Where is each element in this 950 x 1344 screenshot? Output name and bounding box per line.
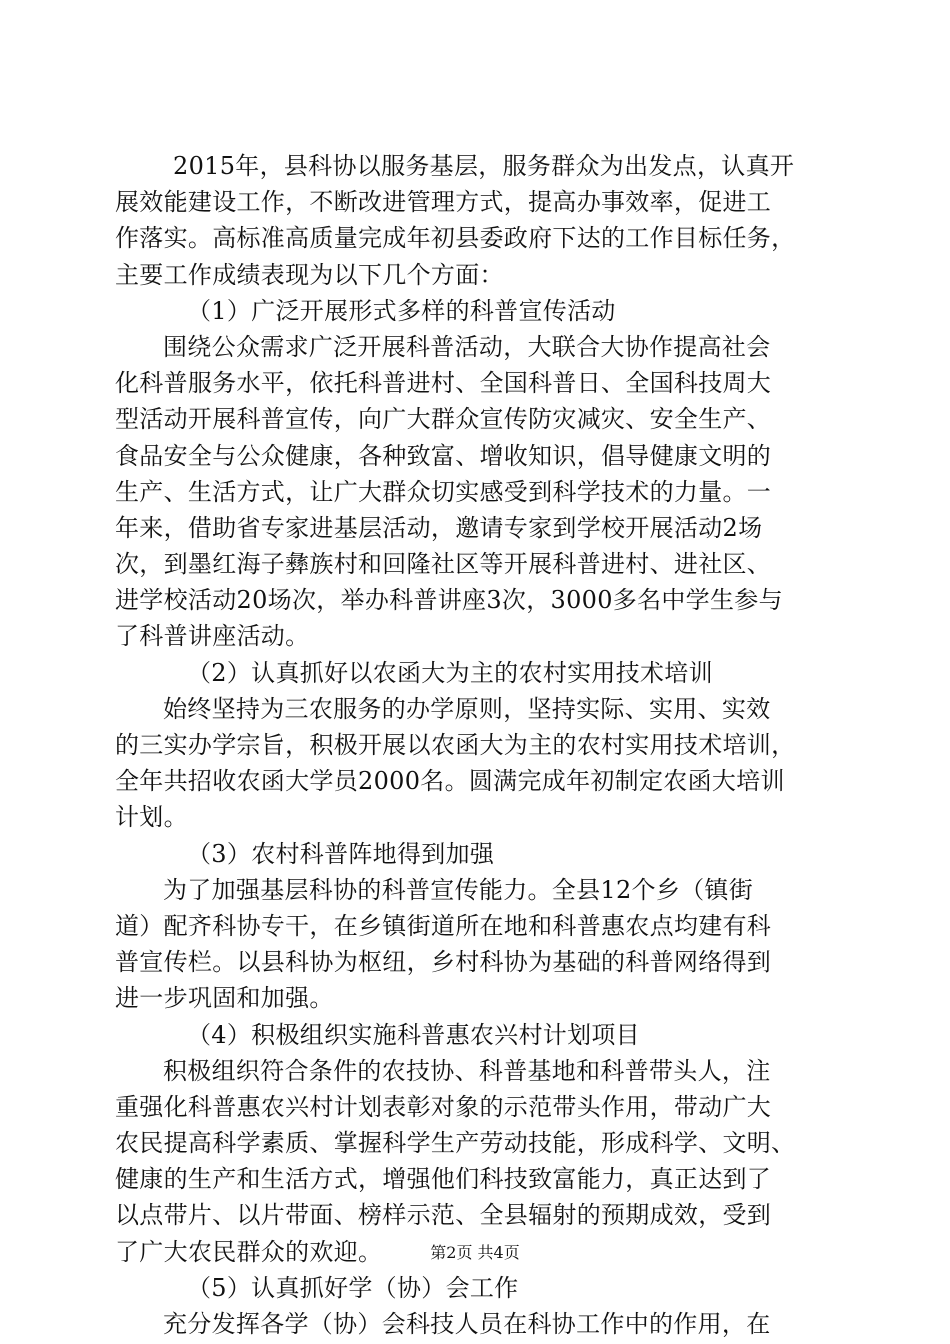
paragraph-line: 普宣传栏。以县科协为枢纽，乡村科协为基础的科普网络得到 — [115, 948, 772, 977]
section-heading: （1）广泛开展形式多样的科普宣传活动 — [187, 296, 616, 325]
document-body — [115, 148, 855, 1342]
paragraph-line: 生产、生活方式，让广大群众切实感受到科学技术的力量。一 — [115, 477, 772, 506]
paragraph-line: 食品安全与公众健康，各种致富、增收知识，倡导健康文明的 — [115, 441, 772, 470]
paragraph-line: 健康的生产和生活方式，增强他们科技致富能力，真正达到了 — [115, 1165, 772, 1194]
paragraph-line: 农民提高科学素质、掌握科学生产劳动技能，形成科学、文明、 — [115, 1129, 796, 1158]
paragraph-line: 的三实办学宗旨，积极开展以农函大为主的农村实用技术培训， — [115, 731, 796, 759]
paragraph-line: 作落实。高标准高质量完成年初县委政府下达的工作目标任务， — [115, 224, 796, 253]
paragraph-line: 计划。 — [115, 803, 188, 832]
paragraph-line: 以点带片、以片带面、榜样示范、全县辐射的预期成效，受到 — [115, 1201, 772, 1230]
paragraph-line: 年来，借助省专家进基层活动，邀请专家到学校开展活动2场 — [115, 513, 763, 542]
paragraph-line: 积极组织符合条件的农技协、科普基地和科普带头人，注 — [163, 1056, 771, 1085]
paragraph-line: 充分发挥各学（协）会科技人员在科协工作中的作用，在 — [163, 1310, 771, 1338]
section-heading: （3）农村科普阵地得到加强 — [187, 839, 495, 868]
paragraph-line: 化科普服务水平，依托科普进村、全国科普日、全国科技周大 — [115, 369, 772, 398]
paragraph-line: 为了加强基层科协的科普宣传能力。全县12个乡（镇街 — [163, 875, 754, 904]
paragraph-line: 围绕公众需求广泛开展科普活动，大联合大协作提高社会 — [163, 332, 771, 361]
paragraph-line: 展效能建设工作，不断改进管理方式，提高办事效率，促进工 — [115, 188, 772, 217]
paragraph-line: 道）配齐科协专干，在乡镇街道所在地和科普惠农点均建有科 — [115, 911, 772, 940]
paragraph-line: 型活动开展科普宣传，向广大群众宣传防灾减灾、安全生产、 — [115, 405, 772, 434]
section-heading: （2）认真抓好以农函大为主的农村实用技术培训 — [187, 658, 713, 687]
paragraph-line: 次，到墨红海子彝族村和回隆社区等开展科普进村、进社区、 — [115, 550, 772, 579]
paragraph-line: 始终坚持为三农服务的办学原则，坚持实际、实用、实效 — [163, 694, 771, 723]
paragraph-line: 了科普讲座活动。 — [115, 622, 310, 651]
paragraph-line: 主要工作成绩表现为以下几个方面： — [115, 260, 504, 289]
paragraph-line: 2015年，县科协以服务基层，服务群众为出发点，认真开 — [173, 152, 795, 180]
paragraph-line: 重强化科普惠农兴村计划表彰对象的示范带头作用，带动广大 — [115, 1092, 772, 1121]
section-heading: （4）积极组织实施科普惠农兴村计划项目 — [187, 1020, 640, 1049]
paragraph-line: 全年共招收农函大学员2000名。圆满完成年初制定农函大培训 — [115, 767, 785, 796]
paragraph-line: 进学校活动20场次，举办科普讲座3次，3000多名中学生参与 — [115, 586, 783, 615]
page-number-footer: 第2页 共4页 — [430, 1243, 520, 1262]
section-heading: （5）认真抓好学（协）会工作 — [187, 1273, 519, 1302]
paragraph-line: 了广大农民群众的欢迎。 — [115, 1237, 383, 1266]
paragraph-line: 进一步巩固和加强。 — [115, 984, 334, 1013]
